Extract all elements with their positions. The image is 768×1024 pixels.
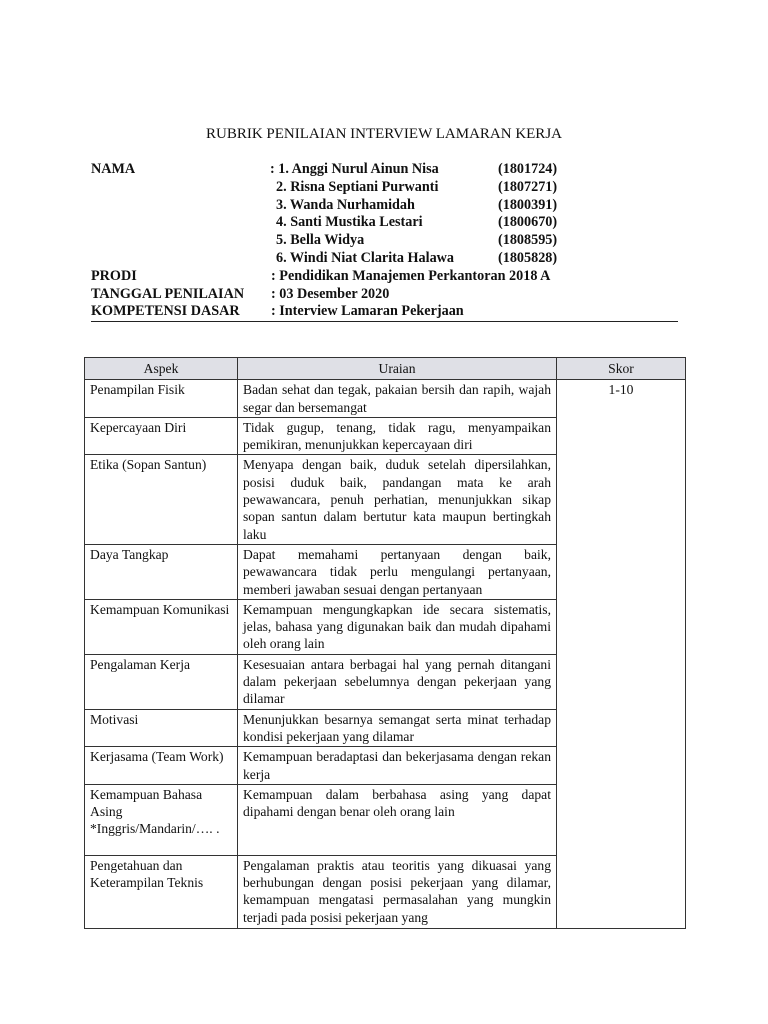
aspek-cell: Motivasi bbox=[85, 709, 238, 747]
member-id: (1800670) bbox=[498, 214, 558, 231]
header-divider bbox=[91, 321, 678, 322]
prodi-label: PRODI bbox=[91, 267, 137, 284]
uraian-cell: Kemampuan beradaptasi dan bekerjasama dengan rekan kerja bbox=[238, 747, 557, 785]
uraian-cell: Kemampuan mengungkapkan ide secara sistematis, jelas, bahasa yang digunakan baik dan mudah dipahami oleh orang lain bbox=[238, 599, 557, 654]
aspek-cell: Kemampuan Bahasa Asing *Inggris/Mandarin/…. . bbox=[85, 784, 238, 855]
uraian-text: Pengalaman praktis atau teoritis yang dikuasai yang berhubungan dengan posisi pekerjaan yang dilamar, kemampuan mengatasi permasalahan yang mungkin terjadi pada posisi pekerjaan yang bbox=[243, 857, 551, 925]
aspek-text: Pengetahuan dan Keterampilan Teknis bbox=[90, 857, 204, 891]
kompetensi-label: KOMPETENSI DASAR bbox=[91, 303, 240, 320]
prodi-value: : Pendidikan Manajemen Perkantoran 2018 A bbox=[271, 267, 551, 284]
uraian-cell bbox=[238, 855, 557, 928]
aspek-cell: Kepercayaan Diri bbox=[85, 417, 238, 455]
tanggal-value: : 03 Desember 2020 bbox=[271, 285, 390, 302]
table-row bbox=[85, 380, 686, 418]
member-name: : 1. Anggi Nurul Ainun Nisa bbox=[270, 161, 439, 177]
prodi-row bbox=[91, 268, 678, 286]
aspek-cell: Kerjasama (Team Work) bbox=[85, 747, 238, 785]
member-name: 3. Wanda Nurhamidah bbox=[276, 196, 415, 213]
member-name: 5. Bella Widya bbox=[276, 232, 365, 249]
member-id: (1807271) bbox=[498, 178, 558, 195]
nama-label: NAMA bbox=[91, 161, 136, 177]
member-id: (1800391) bbox=[498, 196, 558, 213]
member-id: (1808595) bbox=[498, 232, 558, 249]
identity-block bbox=[91, 161, 678, 321]
member-id: (1805828) bbox=[498, 249, 558, 266]
aspek-cell bbox=[85, 855, 238, 928]
member-name: 2. Risna Septiani Purwanti bbox=[276, 178, 439, 195]
member-row bbox=[91, 214, 678, 232]
member-row bbox=[91, 232, 678, 250]
aspek-cell: Etika (Sopan Santun) bbox=[85, 455, 238, 544]
aspek-cell: Daya Tangkap bbox=[85, 544, 238, 599]
kompetensi-value: : Interview Lamaran Pekerjaan bbox=[271, 303, 464, 320]
tanggal-row bbox=[91, 286, 678, 304]
skor-cell: 1-10 bbox=[557, 380, 686, 929]
column-header-skor: Skor bbox=[557, 358, 686, 380]
member-row bbox=[91, 250, 678, 268]
column-header-uraian: Uraian bbox=[238, 358, 557, 380]
uraian-cell: Menunjukkan besarnya semangat serta minat terhadap kondisi pekerjaan yang dilamar bbox=[238, 709, 557, 747]
table-header-row bbox=[85, 358, 686, 380]
rubric-table bbox=[84, 357, 686, 929]
document-title: RUBRIK PENILAIAN INTERVIEW LAMARAN KERJA bbox=[205, 126, 562, 142]
aspek-cell: Pengalaman Kerja bbox=[85, 654, 238, 709]
member-row bbox=[91, 161, 678, 179]
member-name: 4. Santi Mustika Lestari bbox=[276, 214, 423, 231]
member-id: (1801724) bbox=[498, 161, 558, 177]
uraian-cell: Kemampuan dalam berbahasa asing yang dapat dipahami dengan benar oleh orang lain bbox=[238, 784, 557, 855]
uraian-cell: Dapat memahami pertanyaan dengan baik, pewawancara tidak perlu mengulangi pertanyaan, memberi jawaban sesuai dengan pertanyaan bbox=[238, 544, 557, 599]
member-row bbox=[91, 179, 678, 197]
uraian-cell: Kesesuaian antara berbagai hal yang pernah ditangani dalam pekerjaan sebelumnya dengan pekerjaan yang dilamar bbox=[238, 654, 557, 709]
uraian-cell: Badan sehat dan tegak, pakaian bersih dan rapih, wajah segar dan bersemangat bbox=[238, 380, 557, 418]
uraian-cell: Menyapa dengan baik, duduk setelah dipersilahkan, posisi duduk baik, pandangan mata ke arah pewawancara, penuh perhatian, menunjukkan sikap sopan santun dalam bertutur kata maupun bertingkah laku bbox=[238, 455, 557, 544]
member-row bbox=[91, 197, 678, 215]
aspek-cell: Penampilan Fisik bbox=[85, 380, 238, 418]
column-header-aspek: Aspek bbox=[85, 358, 238, 380]
aspek-cell: Kemampuan Komunikasi bbox=[85, 599, 238, 654]
kompetensi-row bbox=[91, 303, 678, 321]
uraian-cell: Tidak gugup, tenang, tidak ragu, menyampaikan pemikiran, menunjukkan kepercayaan diri bbox=[238, 417, 557, 455]
tanggal-label: TANGGAL PENILAIAN bbox=[91, 285, 245, 302]
member-name: 6. Windi Niat Clarita Halawa bbox=[276, 249, 455, 266]
